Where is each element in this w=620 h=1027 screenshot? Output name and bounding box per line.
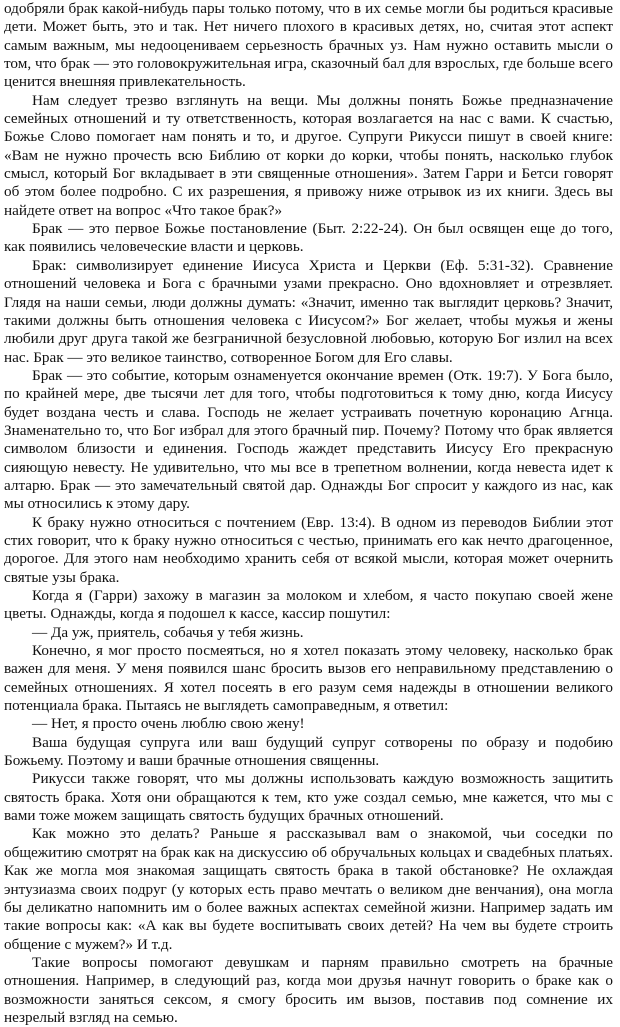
paragraph-reply-intent: Конечно, я мог просто посмеяться, но я хотел показать этому человеку, насколько брак важен для меня. У меня появился шанс бросить вызов его неправильному представлению о семейных отношениях. Я хотел посеять в его разум семя надежды в отношении великого потенциала брака. Пытаясь не выглядеть самоправедным, я ответил:	[4, 642, 613, 715]
paragraph-christ-and-church: Брак: символизирует единение Иисуса Христа и Церкви (Еф. 5:31-32). Сравнение отношений человека и Бога с брачными узами прекрасно. Оно вдохновляет и отрезвляет. Глядя на наши семьи, люди должны думать: «Значит, именно так выглядит церковь? Значит, такими должны быть отношения человека с Иисусом?» Бог желает, чтобы мужья и жены любили друг друга такой же безграничной безусловной любовью, которую Бог излил на всех нас. Брак — это великое таинство, сотворенное Богом для Его славы.	[4, 256, 613, 366]
paragraph-how-to-protect: Как можно это делать? Раньше я рассказывал вам о знакомой, чьи соседки по общежитию смотрят на брак как на дискуссию об обручальных кольцах и свадебных платьях. Как же могла моя знакомая защищать святость брака в такой обстановке? Не охлаждая энтузиазма своих подруг (у которых есть право мечтать о великом дне венчания), она могла бы деликатно напомнить им о более важных аспектах семейной жизни. Например задать им такие вопросы как: «А как вы будете воспитывать своих детей? На чем вы будете строить общение с мужем?» И т.д.	[4, 825, 613, 953]
paragraph-continuation: одобряли брак какой-нибудь пары только потому, что в их семье могли бы родиться красивые дети. Может быть, это и так. Нет ничего плохого в красивых детях, но, считая этот аспект самым важным, мы недооцениваем серьезность брачных уз. Нам нужно оставить мысли о том, что брак — это головокружительная игра, сказочный бал для взрослых, где больше всего ценится внешняя привлекательность.	[4, 0, 613, 91]
paragraph-image-of-god: Ваша будущая супруга или ваш будущий супруг сотворены по образу и подобию Божьему. Поэтому и ваши брачные отношения священны.	[4, 733, 613, 770]
paragraph-first-ordinance: Брак — это первое Божье постановление (Быт. 2:22-24). Он был освящен еще до того, как появились человеческие власти и церковь.	[4, 220, 613, 256]
paragraph-end-of-times: Брак — это событие, которым ознаменуется окончание времен (Отк. 19:7). У Бога было, по крайней мере, две тысячи лет для того, чтобы подготовиться к тому дню, когда Иисусу будет воздана честь и слава. Господь не желает устраивать почетную коронацию Агнца. Знаменательно то, что Бог избрал для этого брачный пир. Почему? Потому что брак является символом близости и единения. Господь жаждет представить Иисусу Его прекрасную сияющую невесту. Не удивительно, что мы все в трепетном волнении, когда невеста идет к алтарю. Брак — это замечательный святой дар. Однажды Бог спросит у каждого из нас, как мы относились к этому дару.	[4, 366, 613, 513]
paragraph-questions-help: Такие вопросы помогают девушкам и парням правильно смотреть на брачные отношения. Например, в следующий раз, когда мои друзья начнут говорить о браке как о возможности заняться сексом, я смогу бросить им вызов, поставив под сомнение их незрелый взгляд на семью.	[4, 953, 613, 1026]
paragraph-honor: К браку нужно относиться с почтением (Евр. 13:4). В одном из переводов Библии этот стих говорит, что к браку нужно относиться с честью, принимать его как нечто драгоценное, дорогое. Для этого нам необходимо хранить себя от всякой мысли, которая может очернить святые узы брака.	[4, 513, 613, 586]
paragraph-protect-sanctity: Рикусси также говорят, что мы должны использовать каждую возможность защитить святость брака. Хотя они обращаются к тем, кто уже создал семью, мне кажется, что мы с вами тоже можем защищать святость будущих брачных отношений.	[4, 770, 613, 825]
dialog-line-cashier: — Да уж, приятель, собачья у тебя жизнь.	[32, 623, 304, 641]
dialog-line-reply: — Нет, я просто очень люблю свою жену!	[32, 715, 305, 733]
paragraph-flowers-story: Когда я (Гарри) захожу в магазин за молоком и хлебом, я часто покупаю своей жене цветы. Однажды, когда я подошел к кассе, кассир пошутил:	[4, 587, 613, 623]
paragraph-sober-view: Нам следует трезво взглянуть на вещи. Мы должны понять Божье предназначение семейных отношений и ту ответственность, которая возлагается на нас с вами. К счастью, Божье Слово помогает нам понять и то, и другое. Супруги Рикусси пишут в своей книге: «Вам не нужно прочесть всю Библию от корки до корки, чтобы понять, насколько глубок смысл, который Бог вкладывает в эти священные отношения». Затем Гарри и Бетси говорят об этом более подробно. С их разрешения, я привожу ниже отрывок из их книги. Здесь вы найдете ответ на вопрос «Что такое брак?»	[4, 91, 613, 219]
book-page	[4, 0, 613, 1027]
